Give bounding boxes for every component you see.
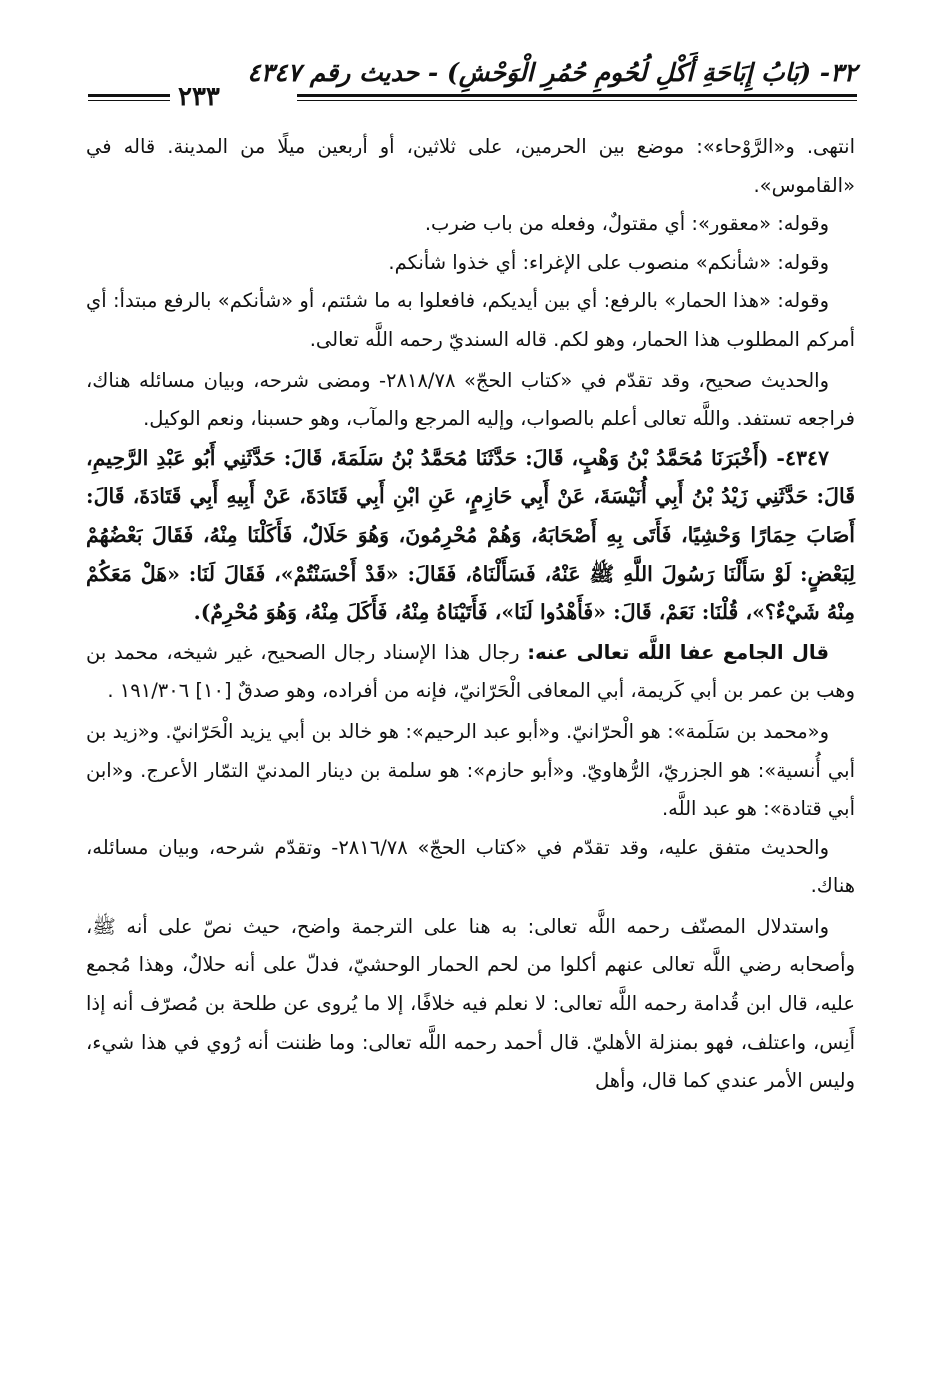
paragraph-7 bbox=[86, 634, 855, 711]
page-number-block bbox=[88, 56, 318, 116]
page-number: ٢٣٣ bbox=[178, 82, 220, 112]
paragraph-5: والحديث صحيح، وقد تقدّم في «كتاب الحجّ» ٢٨١٨/٧٨- ومضى شرحه، وبيان مسائله هناك، فراجعه تستفد. واللَّه تعالى أعلم بالصواب، وإليه المرجع والمآب، وهو حسبنا، ونعم الوكيل. bbox=[86, 368, 855, 431]
page-number-rule-thin bbox=[88, 100, 170, 101]
chapter-title: ٣٢- (بَابُ إِبَاحَةِ أَكْلِ لُحُومِ حُمُرِ الْوَحْشِ) - حديث رقم ٤٣٤٧ bbox=[247, 58, 857, 87]
paragraph-2: وقوله: «معقور»: أي مقتولٌ، وفعله من باب ضرب. bbox=[424, 212, 829, 236]
paragraph-7-text: رجال هذا الإسناد رجال الصحيح، غير شيخه، محمد بن وهب بن عمر بن أبي كَريمة، أبي المعافى الْحَرّانيّ، فإنه من أفراده، وهو صدقٌ [١٠] ١٩١/٣٠٦ . bbox=[86, 640, 855, 703]
page-body bbox=[86, 128, 855, 1101]
header-rule bbox=[297, 94, 857, 97]
paragraph-10: واستدلال المصنّف رحمه اللَّه تعالى: به هنا على الترجمة واضح، حيث نصّ على أنه ﷺ، وأصحابه رضي اللَّه تعالى عنهم أكلوا من لحم الحمار الوحشيّ، فدلّ على أنه حلالٌ، وهذا مُجمع عليه، قال ابن قُدامة رحمه اللَّه تعالى: لا نعلم فيه خلافًا، إلا ما يُروى عن طلحة بن مُصرّف أنه إذا أَنِس، واعتلف، فهو بمنزلة الأهليّ. قال أحمد رحمه اللَّه تعالى: وما ظننت أنه رُوي في هذا شيء، وليس الأمر عندي كما قال، وأهل bbox=[86, 914, 855, 1093]
paragraph-1: انتهى. و«الرَّوْحاء»: موضع بين الحرمين، على ثلاثين، أو أربعين ميلًا من المدينة. قاله في «القاموس». bbox=[86, 135, 855, 197]
hadith-text: ٤٣٤٧- (أَخْبَرَنَا مُحَمَّدُ بْنُ وَهْبٍ، قَالَ: حَدَّثَنَا مُحَمَّدُ بْنُ سَلَمَةَ، قَالَ: حَدَّثَنِي أَبُو عَبْدِ الرَّحِيمِ، قَالَ: حَدَّثَنِي زَيْدُ بْنُ أَبِي أُنَيْسَةَ، عَنْ أَبِي حَازِمٍ، عَنِ ابْنِ أَبِي قَتَادَةَ، عَنْ أَبِيهِ أَبِي قَتَادَةَ، قَالَ: أَصَابَ حِمَارًا وَحْشِيًا، فَأَتَى بِهِ أَصْحَابَهُ، وَهُمْ مُحْرِمُونَ، وَهُوَ حَلَالٌ، فَأَكَلْنَا مِنْهُ، فَقَالَ بَعْضُهُمْ لِبَعْضٍ: لَوْ سَأَلْنَا رَسُولَ اللَّهِ ﷺ عَنْهُ، فَسَأَلْنَاهُ، فَقَالَ: «قَدْ أَحْسَنْتُمْ»، فَقَالَ لَنَا: «هَلْ مَعَكُمْ مِنْهُ شَيْءٌ؟»، قُلْنَا: نَعَمْ، قَالَ: «فَأَهْدُوا لَنَا»، فَأَتَيْنَاهُ مِنْهُ، فَأَكَلَ مِنْهُ، وَهُوَ مُحْرِمٌ). bbox=[86, 445, 855, 625]
paragraph-3: وقوله: «شأنكم» منصوب على الإغراء: أي خذوا شأنكم. bbox=[388, 250, 829, 274]
paragraph-4: وقوله: «هذا الحمار» بالرفع: أي بين أيديكم، فافعلوا به ما شئتم، أو «شأنكم» بالرفع مبتدأ: أي أمركم المطلوب هذا الحمار، وهو لكم. قاله السنديّ رحمه اللَّه تعالى. bbox=[86, 289, 855, 351]
page-number-rule bbox=[88, 94, 170, 97]
header-rule-thin bbox=[297, 100, 857, 101]
paragraph-9: والحديث متفق عليه، وقد تقدّم في «كتاب الحجّ» ٢٨١٦/٧٨- وتقدّم شرحه، وبيان مسائله، هناك. bbox=[86, 835, 855, 898]
paragraph-8: و«محمد بن سَلَمة»: هو الْحرّانيّ. و«أبو عبد الرحيم»: هو خالد بن أبي يزيد الْحَرّانيّ. و«زيد بن أبي أُنسية»: هو الجزريّ، الرُّهاويّ. و«أبو حازم»: هو سلمة بن دينار المدنيّ التمّار الأعرج. و«ابن أبي قتادة»: هو عبد اللَّه. bbox=[86, 719, 855, 821]
lead-phrase: قال الجامع عفا اللَّه تعالى عنه: bbox=[527, 640, 829, 664]
